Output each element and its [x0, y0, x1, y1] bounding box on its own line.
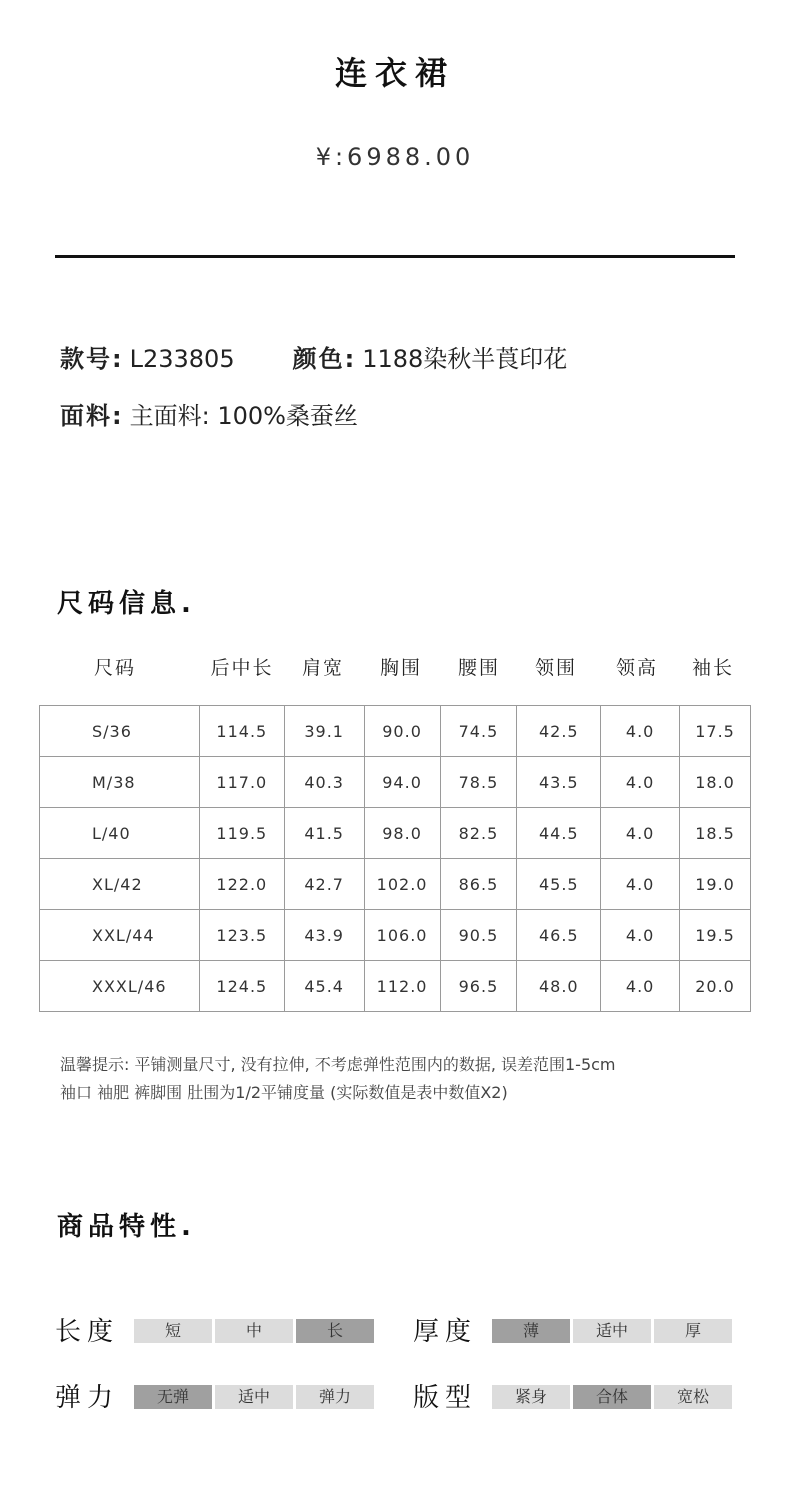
table-cell: 4.0	[601, 910, 680, 961]
table-cell: 123.5	[199, 910, 284, 961]
table-cell: 94.0	[364, 757, 440, 808]
header-sleeve: 袖长	[691, 657, 734, 679]
table-cell: 18.5	[680, 808, 751, 859]
table-cell: 98.0	[364, 808, 440, 859]
table-cell: 4.0	[601, 808, 680, 859]
table-cell: 45.5	[517, 859, 601, 910]
table-cell: XXXL/46	[40, 961, 200, 1012]
attribute-label: 长度	[55, 1317, 120, 1347]
table-cell: 40.3	[284, 757, 364, 808]
style-color-line	[60, 339, 567, 374]
attribute-option: 适中	[215, 1385, 293, 1409]
header-size: 尺码	[93, 657, 136, 679]
table-cell: 96.5	[440, 961, 517, 1012]
header-back-length: 后中长	[210, 657, 274, 679]
attribute-option: 薄	[492, 1319, 570, 1343]
table-cell: 78.5	[440, 757, 517, 808]
table-cell: 117.0	[199, 757, 284, 808]
table-cell: 18.0	[680, 757, 751, 808]
table-cell: 119.5	[199, 808, 284, 859]
table-row	[40, 706, 751, 757]
table-cell: 90.0	[364, 706, 440, 757]
attribute-option: 紧身	[492, 1385, 570, 1409]
table-cell: 43.5	[517, 757, 601, 808]
attribute-option: 短	[134, 1319, 212, 1343]
table-cell: 19.5	[680, 910, 751, 961]
header-divider	[55, 255, 735, 258]
header-waist: 腰围	[457, 657, 500, 679]
table-row	[40, 961, 751, 1012]
style-number-label: 款号:	[60, 345, 124, 373]
table-cell: 42.7	[284, 859, 364, 910]
table-cell: 4.0	[601, 859, 680, 910]
attribute-option: 无弹	[134, 1385, 212, 1409]
color-value: 1188染秋半莨印花	[362, 345, 568, 373]
table-cell: 43.9	[284, 910, 364, 961]
table-cell: 46.5	[517, 910, 601, 961]
table-cell: 122.0	[199, 859, 284, 910]
table-cell: XXL/44	[40, 910, 200, 961]
attribute-label: 厚度	[413, 1317, 478, 1347]
attribute-option: 厚	[654, 1319, 732, 1343]
header-chest: 胸围	[379, 657, 422, 679]
fabric-value: 主面料: 100%桑蚕丝	[129, 402, 358, 430]
table-row	[40, 859, 751, 910]
attribute-option: 宽松	[654, 1385, 732, 1409]
table-cell: 124.5	[199, 961, 284, 1012]
table-cell: 4.0	[601, 706, 680, 757]
product-price: ¥:6988.00	[315, 143, 475, 171]
table-cell: 102.0	[364, 859, 440, 910]
table-cell: 45.4	[284, 961, 364, 1012]
header-collar-height: 领高	[615, 657, 658, 679]
table-cell: XL/42	[40, 859, 200, 910]
table-cell: 74.5	[440, 706, 517, 757]
color-label: 颜色:	[292, 345, 357, 373]
table-row	[40, 757, 751, 808]
table-cell: 4.0	[601, 961, 680, 1012]
table-cell: 114.5	[199, 706, 284, 757]
table-cell: 41.5	[284, 808, 364, 859]
style-number-value: L233805	[129, 345, 235, 373]
attribute-option: 合体	[573, 1385, 651, 1409]
table-cell: 48.0	[517, 961, 601, 1012]
table-cell: 86.5	[440, 859, 517, 910]
table-cell: 20.0	[680, 961, 751, 1012]
attribute-option: 适中	[573, 1319, 651, 1343]
table-cell: 42.5	[517, 706, 601, 757]
table-cell: 106.0	[364, 910, 440, 961]
table-cell: S/36	[40, 706, 200, 757]
table-cell: 19.0	[680, 859, 751, 910]
table-cell: 112.0	[364, 961, 440, 1012]
attribute-option: 弹力	[296, 1385, 374, 1409]
table-cell: 39.1	[284, 706, 364, 757]
attribute-option: 长	[296, 1319, 374, 1343]
table-row	[40, 808, 751, 859]
header-neck: 领围	[534, 657, 577, 679]
product-title: 连衣裙	[334, 54, 455, 92]
table-cell: M/38	[40, 757, 200, 808]
header-shoulder: 肩宽	[301, 657, 344, 679]
table-row	[40, 910, 751, 961]
table-cell: 4.0	[601, 757, 680, 808]
size-section-title: 尺码信息.	[57, 589, 196, 619]
table-cell: L/40	[40, 808, 200, 859]
fabric-line	[60, 396, 358, 431]
size-note-line2: 袖口 袖肥 裤脚围 肚围为1/2平铺度量 (实际数值是表中数值X2)	[60, 1083, 508, 1102]
size-table	[39, 705, 751, 1012]
table-cell: 17.5	[680, 706, 751, 757]
attribute-label: 弹力	[55, 1383, 120, 1413]
attribute-option: 中	[215, 1319, 293, 1343]
attribute-label: 版型	[413, 1383, 478, 1413]
features-section-title: 商品特性.	[57, 1212, 196, 1242]
table-cell: 90.5	[440, 910, 517, 961]
size-note-line1: 温馨提示: 平铺测量尺寸, 没有拉伸, 不考虑弹性范围内的数据, 误差范围1-5cm	[60, 1055, 616, 1074]
table-cell: 82.5	[440, 808, 517, 859]
fabric-label: 面料:	[60, 402, 124, 430]
table-cell: 44.5	[517, 808, 601, 859]
size-table-header	[39, 653, 751, 689]
